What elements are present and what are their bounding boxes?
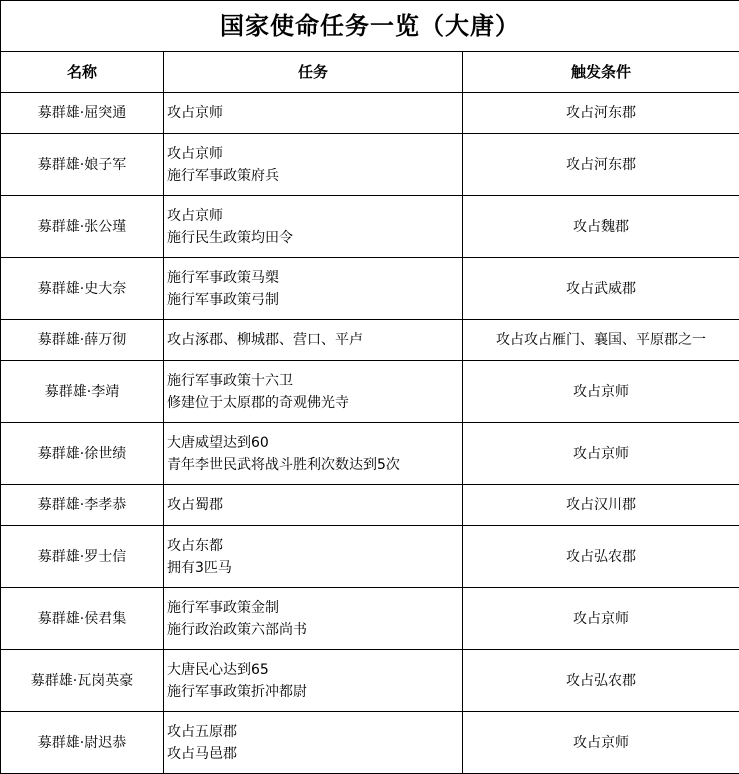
row-name: 募群雄·李靖	[1, 361, 164, 423]
task-line: 攻占京师	[167, 143, 462, 165]
row-name: 募群雄·徐世绩	[1, 423, 164, 485]
row-condition: 攻占京师	[463, 423, 739, 485]
table-row	[1, 361, 739, 423]
row-name: 募群雄·娘子军	[1, 134, 164, 196]
task-line: 施行军事政策金制	[167, 597, 462, 619]
row-condition: 攻占汉川郡	[463, 485, 739, 526]
task-line: 青年李世民武将战斗胜利次数达到5次	[167, 454, 462, 476]
table-row	[1, 423, 739, 485]
row-tasks	[164, 361, 463, 423]
table-row	[1, 134, 739, 196]
task-line: 施行军事政策弓制	[167, 289, 462, 311]
row-tasks	[164, 650, 463, 712]
table-body	[1, 93, 739, 774]
task-line: 大唐威望达到60	[167, 432, 462, 454]
row-condition: 攻占弘农郡	[463, 526, 739, 588]
table-row	[1, 712, 739, 774]
task-line: 施行军事政策马槊	[167, 267, 462, 289]
table-row	[1, 196, 739, 258]
table-row	[1, 93, 739, 134]
row-tasks	[164, 712, 463, 774]
row-tasks	[164, 526, 463, 588]
row-tasks	[164, 196, 463, 258]
row-name: 募群雄·罗士信	[1, 526, 164, 588]
row-tasks	[164, 93, 463, 134]
row-name: 募群雄·薛万彻	[1, 320, 164, 361]
task-line: 攻占东都	[167, 535, 462, 557]
task-line: 攻占涿郡、柳城郡、营口、平卢	[167, 329, 462, 351]
task-line: 施行政治政策六部尚书	[167, 619, 462, 641]
task-line: 攻占马邑郡	[167, 743, 462, 765]
row-tasks	[164, 134, 463, 196]
task-line: 攻占京师	[167, 205, 462, 227]
title-row	[1, 1, 739, 52]
row-name: 募群雄·尉迟恭	[1, 712, 164, 774]
row-condition: 攻占武威郡	[463, 258, 739, 320]
row-tasks	[164, 320, 463, 361]
header-task: 任务	[164, 52, 463, 93]
table-row	[1, 320, 739, 361]
table-row	[1, 526, 739, 588]
row-condition: 攻占攻占雁门、襄国、平原郡之一	[463, 320, 739, 361]
task-line: 施行军事政策府兵	[167, 165, 462, 187]
row-condition: 攻占京师	[463, 361, 739, 423]
table-row	[1, 258, 739, 320]
row-condition: 攻占京师	[463, 588, 739, 650]
row-name: 募群雄·屈突通	[1, 93, 164, 134]
table-title: 国家使命任务一览（大唐）	[1, 1, 739, 52]
row-condition: 攻占河东郡	[463, 134, 739, 196]
task-line: 施行民生政策均田令	[167, 227, 462, 249]
task-line: 攻占蜀郡	[167, 494, 462, 516]
task-line: 修建位于太原郡的奇观佛光寺	[167, 392, 462, 414]
task-line: 施行军事政策折冲都尉	[167, 681, 462, 703]
row-condition: 攻占弘农郡	[463, 650, 739, 712]
header-row	[1, 52, 739, 93]
header-name: 名称	[1, 52, 164, 93]
task-line: 攻占京师	[167, 102, 462, 124]
row-tasks	[164, 485, 463, 526]
table-row	[1, 588, 739, 650]
row-tasks	[164, 423, 463, 485]
row-name: 募群雄·李孝恭	[1, 485, 164, 526]
row-name: 募群雄·史大奈	[1, 258, 164, 320]
row-name: 募群雄·侯君集	[1, 588, 164, 650]
table-row	[1, 485, 739, 526]
row-condition: 攻占魏郡	[463, 196, 739, 258]
task-line: 攻占五原郡	[167, 721, 462, 743]
table-row	[1, 650, 739, 712]
row-condition: 攻占京师	[463, 712, 739, 774]
task-line: 大唐民心达到65	[167, 659, 462, 681]
header-condition: 触发条件	[463, 52, 739, 93]
task-line: 施行军事政策十六卫	[167, 370, 462, 392]
row-tasks	[164, 588, 463, 650]
row-tasks	[164, 258, 463, 320]
task-line: 拥有3匹马	[167, 557, 462, 579]
row-name: 募群雄·瓦岗英豪	[1, 650, 164, 712]
row-name: 募群雄·张公瑾	[1, 196, 164, 258]
row-condition: 攻占河东郡	[463, 93, 739, 134]
